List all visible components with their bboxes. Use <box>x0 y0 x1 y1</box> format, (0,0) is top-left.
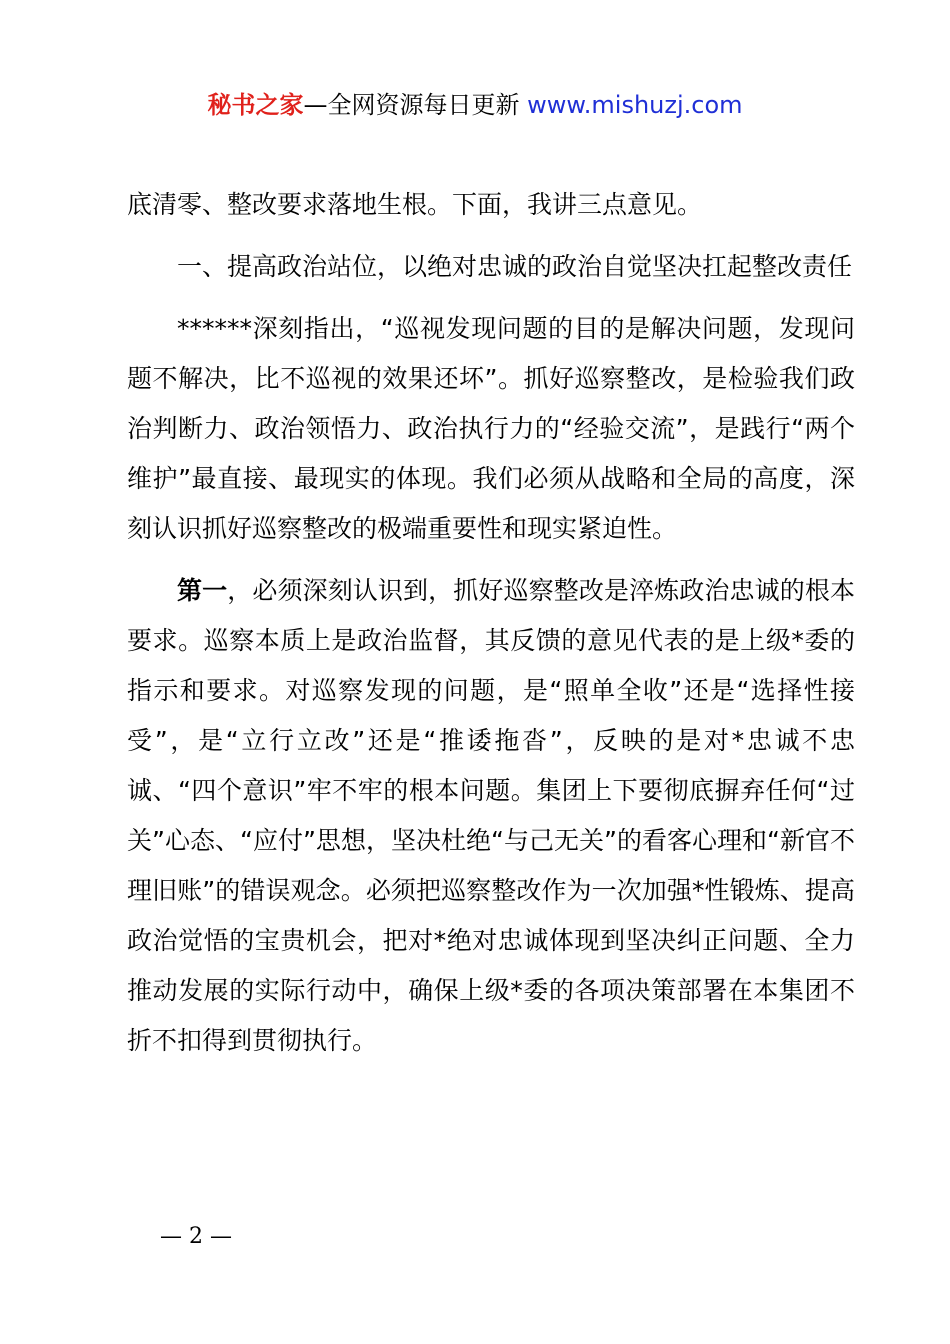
site-url-link[interactable]: www.mishuzj.com <box>527 91 743 119</box>
first-point-lead: 第一 <box>177 576 228 605</box>
first-point-text: ，必须深刻认识到，抓好巡察整改是淬炼政治忠诚的根本要求。巡察本质上是政治监督，其反馈的意见代表的是上级*委的指示和要求。对巡察发现的问题，是“照单全收”还是“选择性接受”，是“立行立改”还是“推诿拖沓”，反映的是对*忠诚不忠诚、“四个意识”牢不牢的根本问题。集团上下要彻底摒弃任何“过关”心态、“应付”思想，坚决杜绝“与己无关”的看客心理和“新官不理旧账”的错误观念。必须把巡察整改作为一次加强*性锻炼、提高政治觉悟的宝贵机会，把对*绝对忠诚体现到坚决纠正问题、全力推动发展的实际行动中，确保上级*委的各项决策部署在本集团不折不扣得到贯彻执行。 <box>127 576 855 1055</box>
header-tagline: —全网资源每日更新 <box>303 91 528 119</box>
page-number: — 2 — <box>160 1224 232 1249</box>
document-body <box>127 180 855 1066</box>
section-heading-1: 一、提高政治站位，以绝对忠诚的政治自觉坚决扛起整改责任 <box>177 252 853 281</box>
brand-name: 秘书之家 <box>207 91 304 119</box>
paragraph-first-point <box>127 566 855 1066</box>
paragraph-quote: ******深刻指出，“巡视发现问题的目的是解决问题，发现问题不解决，比不巡视的效果还坏”。抓好巡察整改，是检验我们政治判断力、政治领悟力、政治执行力的“经验交流”，是践行“两个维护”最直接、最现实的体现。我们必须从战略和全局的高度，深刻认识抓好巡察整改的极端重要性和现实紧迫性。 <box>127 314 855 543</box>
paragraph-continuation: 底清零、整改要求落地生根。下面，我讲三点意见。 <box>127 190 703 219</box>
page-header <box>0 88 950 122</box>
